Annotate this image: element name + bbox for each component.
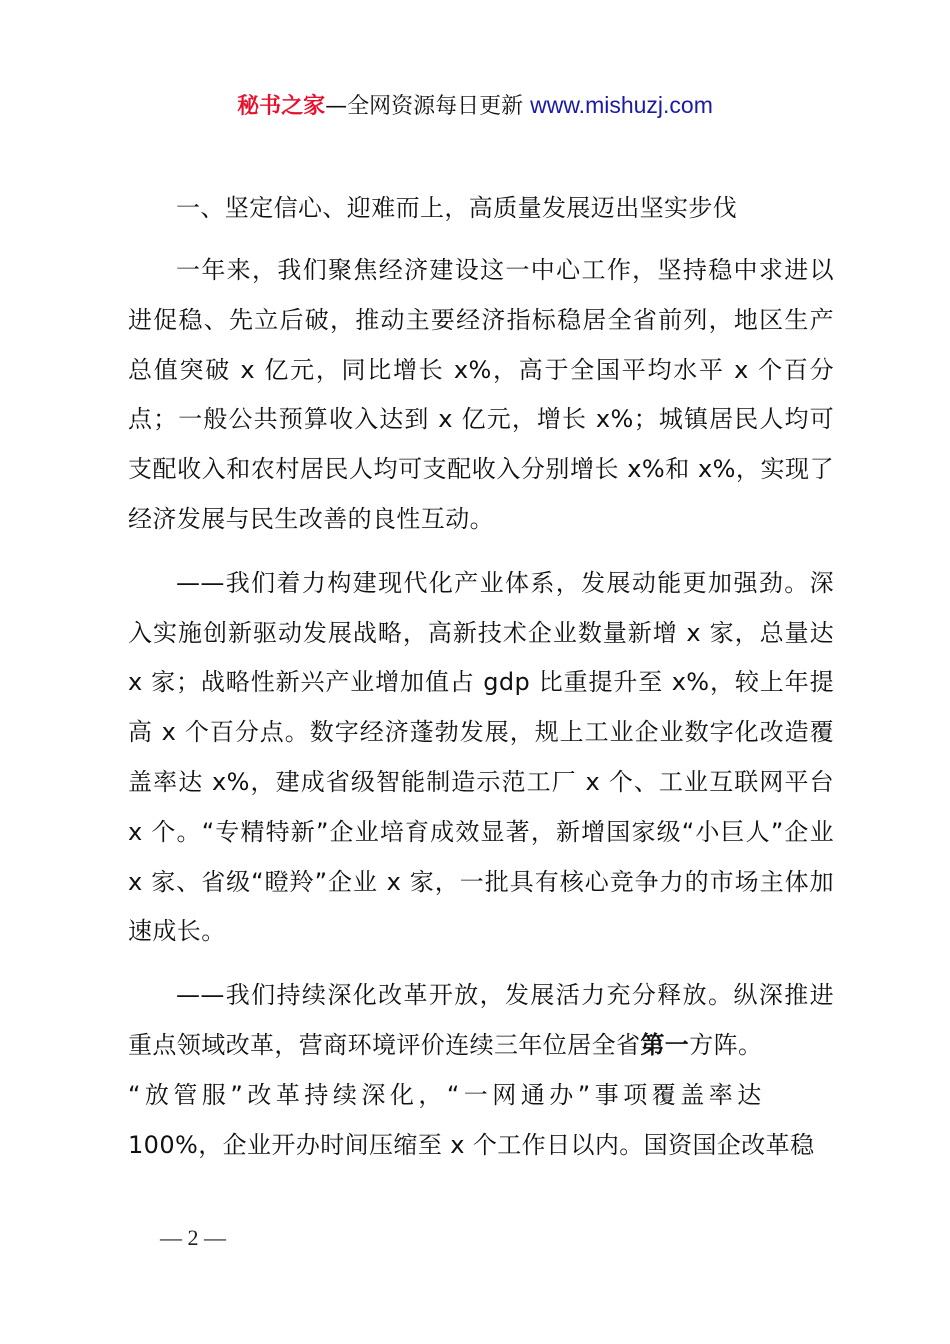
reform-text-end: 方阵。 [689, 1030, 763, 1059]
site-banner [0, 88, 950, 124]
page-number: — 2 — [160, 1225, 226, 1250]
banner-tagline: —全网资源每日更新 [325, 94, 524, 119]
site-url-link[interactable]: www.mishuzj.com [530, 92, 713, 118]
brand-name: 秘书之家 [237, 94, 326, 119]
document-body [128, 184, 834, 1170]
reform-spaced-line: “放管服”改革持续深化，“一网通办”事项覆盖率达 [128, 1080, 766, 1109]
paragraph-industry: ——我们着力构建现代化产业体系，发展动能更加强劲。深入实施创新驱动发展战略，高新技术企业数量新增 x 家，总量达 x 家；战略性新兴产业增加值占 gdp 比重提升至 x%，较上年提高 x 个百分点。数字经济蓬勃发展，规上工业企业数字化改造覆盖率达 x%，建成省级智能制造示范工厂 x 个、工业互联网平台 x 个。“专精特新”企业培育成效显著，新增国家级“小巨人”企业 x 家、省级“瞪羚”企业 x 家，一批具有核心竞争力的市场主体加速成长。 [128, 568, 834, 946]
section-heading: 一、坚定信心、迎难而上，高质量发展迈出坚实步伐 [176, 194, 738, 222]
reform-tail-line: 100%，企业开办时间压缩至 x 个工作日以内。国资国企改革稳 [128, 1130, 815, 1159]
paragraph-reform [128, 971, 834, 1170]
reform-bold-text: 第一 [640, 1030, 690, 1059]
paragraph-overview: 一年来，我们聚焦经济建设这一中心工作，坚持稳中求进以进促稳、先立后破，推动主要经济指标稳居全省前列，地区生产总值突破 x 亿元，同比增长 x%，高于全国平均水平 x 个百分点；一般公共预算收入达到 x 亿元，增长 x%；城镇居民人均可支配收入和农村居民人均可支配收入分别增长 x%和 x%，实现了经济发展与民生改善的良性互动。 [128, 256, 834, 533]
reform-text-start: ——我们持续深化改革开放，发展活力充分释放。纵深推进重点领域改革，营商环境评价连续三年位居全省 [128, 981, 834, 1059]
